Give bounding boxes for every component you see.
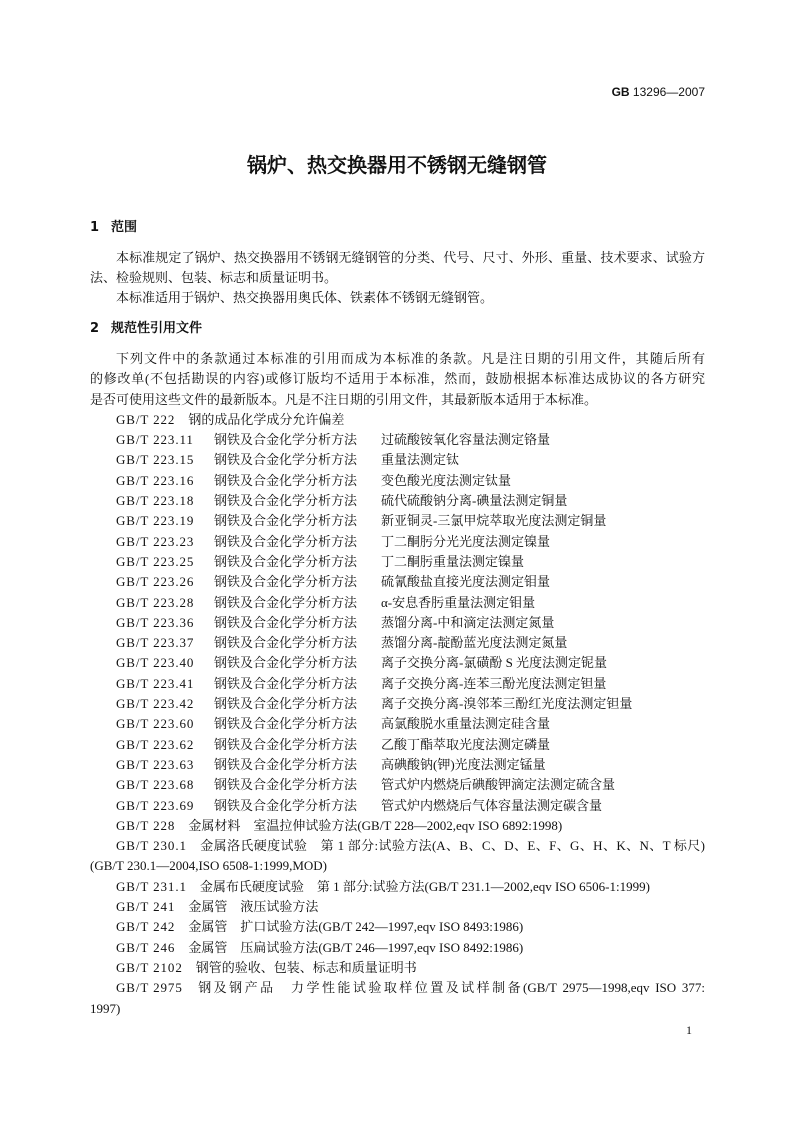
reference-title: 钢铁及合金化学分析方法 [214,635,358,651]
reference-method: 离子交换分离-溴邻苯三酚红光度法测定钽量 [381,696,633,712]
reference-title: 钢铁及合金化学分析方法 [214,533,358,549]
page-number: 1 [686,1023,692,1037]
reference-code: GB/T 223.15 [116,452,195,468]
reference-title: 钢及钢产品 力学性能试验取样位置及试样制备(GB/T 2975—1998,eqv ISO 377: [195,980,705,996]
reference-code: GB/T 228 [116,817,176,833]
reference-entry [90,938,705,958]
reference-entry [90,511,705,531]
reference-continuation-text: (GB/T 230.1—2004,ISO 6508-1:1999,MOD) [90,858,328,874]
reference-title: 金属管 液压试验方法 [188,899,319,915]
reference-title: 钢铁及合金化学分析方法 [214,696,358,712]
reference-title: 钢铁及合金化学分析方法 [214,655,358,671]
reference-title: 钢铁及合金化学分析方法 [214,472,358,488]
reference-code: GB/T 222 [116,411,176,427]
reference-entry [90,694,705,714]
reference-method: 高氯酸脱水重量法测定硅含量 [381,716,551,732]
section-body-scope [90,248,705,308]
reference-title: 钢铁及合金化学分析方法 [214,493,358,509]
reference-method: 过硫酸铵氧化容量法测定铬量 [381,432,551,448]
reference-code: GB/T 223.16 [116,472,195,488]
reference-code: GB/T 223.69 [116,797,195,813]
reference-entry [90,552,705,572]
reference-title: 钢铁及合金化学分析方法 [214,594,358,610]
reference-code: GB/T 223.62 [116,736,195,752]
paragraph-line: 的修改单(不包括勘误的内容)或修订版均不适用于本标准，然而，鼓励根据本标准达成协议的各方研究 [90,371,705,387]
reference-code: GB/T 223.25 [116,553,195,569]
reference-entry [90,958,705,978]
section-number: 1 [90,220,100,235]
reference-code: GB/T 223.23 [116,533,195,549]
reference-entry [90,471,705,491]
reference-entry [90,714,705,734]
reference-title: 金属管 扩口试验方法(GB/T 242—1997,eqv ISO 8493:1986) [188,919,524,935]
reference-entry [90,532,705,552]
paragraph-line: 下列文件中的条款通过本标准的引用而成为本标准的条款。凡是注日期的引用文件，其随后所有 [116,351,705,366]
reference-method: 管式炉内燃烧后碘酸钾滴定法测定硫含量 [381,777,616,793]
reference-continuation-text: 1997) [90,1000,121,1016]
section-title: 规范性引用文件 [111,321,203,336]
standard-number-header [612,83,705,101]
paragraph-line: 本标准适用于锅炉、热交换器用奥氏体、铁素体不锈钢无缝钢管。 [116,290,494,305]
section-heading-scope [90,218,137,238]
reference-entry [90,410,705,430]
reference-method: 蒸馏分离-靛酚蓝光度法测定氮量 [381,635,568,651]
reference-code: GB/T 223.28 [116,594,195,610]
reference-continuation [90,856,705,876]
reference-title: 钢铁及合金化学分析方法 [214,432,358,448]
reference-title: 钢的成品化学成分允许偏差 [188,411,345,427]
reference-title: 金属布氏硬度试验 第 1 部分:试验方法(GB/T 231.1—2002,eqv ISO 6506-1:1999) [199,878,650,894]
reference-entry [90,593,705,613]
section-heading-normative-references [90,319,202,339]
reference-entry [90,897,705,917]
reference-method: 变色酸光度法测定钛量 [381,472,512,488]
reference-entry [90,613,705,633]
reference-title: 钢铁及合金化学分析方法 [214,797,358,813]
reference-title: 钢铁及合金化学分析方法 [214,614,358,630]
reference-method: 离子交换分离-氯磺酚 S 光度法测定铌量 [381,655,608,671]
reference-code: GB/T 223.11 [116,432,194,448]
reference-entry [90,491,705,511]
standard-prefix: GB [611,85,630,99]
reference-code: GB/T 223.42 [116,696,195,712]
reference-code: GB/T 246 [116,939,176,955]
reference-code: GB/T 223.26 [116,574,195,590]
section-title: 范围 [111,220,138,235]
reference-entry [90,653,705,673]
reference-code: GB/T 2102 [116,959,183,975]
reference-title: 钢铁及合金化学分析方法 [214,553,358,569]
reference-entry [90,572,705,592]
reference-title: 钢铁及合金化学分析方法 [214,574,358,590]
reference-entry [90,877,705,897]
reference-code: GB/T 2975 [116,980,183,996]
reference-title: 钢铁及合金化学分析方法 [214,756,358,772]
reference-code: GB/T 223.41 [116,675,195,691]
reference-entry [90,674,705,694]
reference-code: GB/T 241 [116,899,176,915]
reference-code: GB/T 223.40 [116,655,195,671]
reference-title: 钢铁及合金化学分析方法 [214,736,358,752]
reference-title: 钢铁及合金化学分析方法 [214,675,358,691]
reference-method: 高碘酸钠(钾)光度法测定锰量 [381,756,546,772]
reference-code: GB/T 223.63 [116,756,195,772]
standard-number: 13296—2007 [632,85,705,99]
reference-method: 硫代硫酸钠分离-碘量法测定铜量 [381,493,568,509]
reference-entry [90,450,705,470]
reference-method: 新亚铜灵-三氯甲烷萃取光度法测定铜量 [381,513,607,529]
reference-method: 蒸馏分离-中和滴定法测定氮量 [381,614,555,630]
reference-code: GB/T 242 [116,919,176,935]
reference-method: 重量法测定钛 [381,452,460,468]
reference-method: 丁二酮肟重量法测定镍量 [381,553,525,569]
document-title: 锅炉、热交换器用不锈钢无缝钢管 [247,153,547,177]
reference-title: 钢铁及合金化学分析方法 [214,716,358,732]
reference-title: 钢铁及合金化学分析方法 [214,777,358,793]
reference-title: 金属管 压扁试验方法(GB/T 246—1997,eqv ISO 8492:1986) [188,939,524,955]
paragraph-line: 是否可使用这些文件的最新版本。凡是不注日期的引用文件，其最新版本适用于本标准。 [90,391,598,407]
reference-code: GB/T 223.36 [116,614,195,630]
reference-code: GB/T 223.18 [116,493,195,509]
reference-method: 管式炉内燃烧后气体容量法测定碳含量 [381,797,603,813]
reference-code: GB/T 223.60 [116,716,195,732]
reference-title: 金属洛氏硬度试验 第 1 部分:试验方法(A、B、C、D、E、F、G、H、K、N、T 标尺) [199,838,705,854]
reference-method: 丁二酮肟分光光度法测定镍量 [381,533,551,549]
reference-title: 钢铁及合金化学分析方法 [214,452,358,468]
reference-method: α-安息香肟重量法测定钼量 [381,594,536,610]
reference-title: 金属材料 室温拉伸试验方法(GB/T 228—2002,eqv ISO 6892:1998) [188,817,563,833]
reference-code: GB/T 230.1 [116,838,187,854]
reference-entry [90,917,705,937]
reference-code: GB/T 223.19 [116,513,195,529]
section-number: 2 [90,321,100,336]
reference-entry [90,836,705,856]
reference-entry [90,755,705,775]
reference-entry [90,978,705,998]
reference-method: 硫氰酸盐直接光度法测定钼量 [381,574,551,590]
reference-entry [90,633,705,653]
paragraph-line: 法、检验规则、包装、标志和质量证明书。 [90,270,338,285]
reference-code: GB/T 223.68 [116,777,195,793]
reference-code: GB/T 231.1 [116,878,187,894]
reference-title: 钢铁及合金化学分析方法 [214,513,358,529]
reference-method: 离子交换分离-连苯三酚光度法测定钽量 [381,675,607,691]
paragraph-line: 本标准规定了锅炉、热交换器用不锈钢无缝钢管的分类、代号、尺寸、外形、重量、技术要求、试验方 [116,250,705,265]
reference-entry [90,816,705,836]
reference-entry [90,796,705,816]
reference-title: 钢管的验收、包装、标志和质量证明书 [195,959,417,975]
reference-method: 乙酸丁酯萃取光度法测定磷量 [381,736,551,752]
reference-entry [90,430,705,450]
reference-code: GB/T 223.37 [116,635,195,651]
reference-entry [90,735,705,755]
reference-continuation [90,999,705,1019]
section-body-normative-references [90,349,705,1019]
reference-entry [90,775,705,795]
